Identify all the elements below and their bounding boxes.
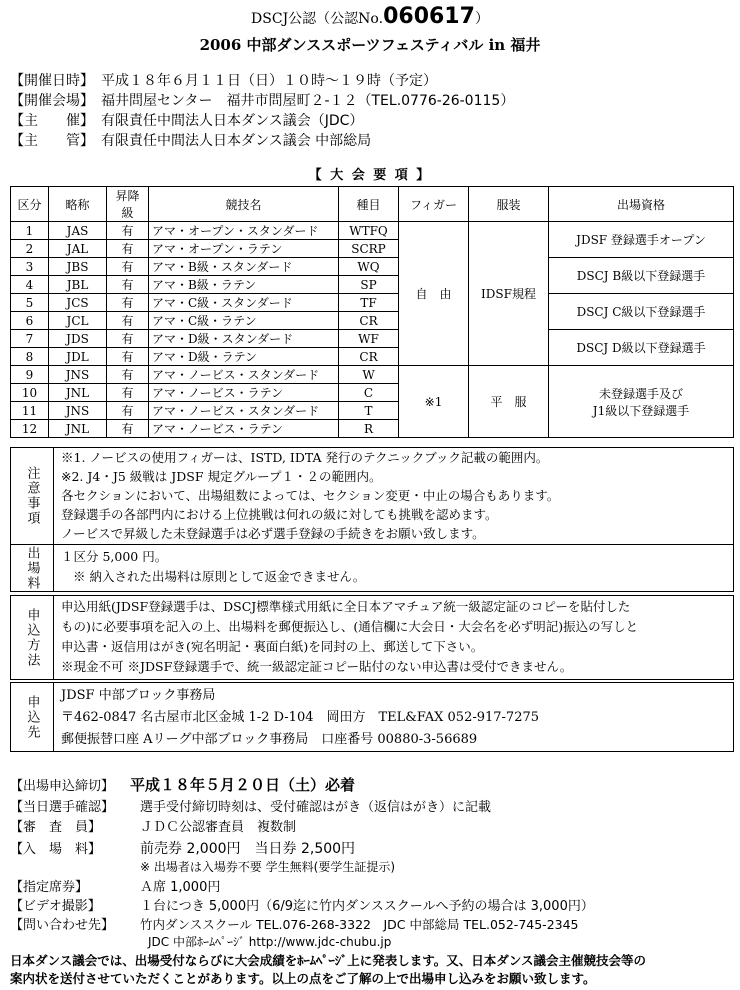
qual-b: DSCJ B級以下登録選手	[549, 258, 734, 294]
info-organizer: 【主 管】 有限責任中間法人日本ダンス議会 中部総局	[10, 133, 372, 149]
note-line: ノービスで昇級した未登録選手は必ず選手登録の手続きをお願い致します。	[61, 526, 485, 541]
qual-c: DSCJ C級以下登録選手	[549, 294, 734, 330]
dest-line: 郵便振替口座 Aリーグ中部ブロック事務局 口座番号 00880-3-56689	[61, 732, 478, 747]
notes-label: 注意事項	[24, 466, 40, 526]
apply-label: 申込方法	[24, 607, 40, 668]
destination-label: 申込先	[24, 694, 40, 740]
cert-prefix: DSCJ公認（公認No.	[251, 11, 384, 27]
checkin-row: 【当日選手確認】 選手受付締切時刻は、受付確認はがき（返信はがき）に記載	[10, 800, 492, 815]
table-row: 3 JBS 有 アマ・B級・スタンダード WQ DSCJ B級以下登録選手	[11, 258, 734, 276]
note-line: ※1. ノービスの使用フィガーは、ISTD, IDTA 発行のテクニックブック記載の範囲内。	[61, 450, 549, 465]
cert-suffix: ）	[474, 11, 489, 27]
admission-row: 【入 場 料】 前売券 2,000円 当日券 2,500円	[10, 841, 356, 857]
table-row: 7 JDS 有 アマ・D級・スタンダード WF DSCJ D級以下登録選手	[11, 330, 734, 348]
contact-row: 【問い合わせ先】 竹内ダンススクール TEL.076-268-3322 JDC 中部総局 TEL.052-745-2345	[10, 917, 579, 933]
deadline-row: 【出場申込締切】 平成１８年５月２０日（土）必着	[10, 776, 356, 794]
table-row: 6 JCL 有 アマ・C級・ラテン CR	[11, 312, 734, 330]
judges-row: 【審 査 員】 ＪＤＣ公認審査員 複数制	[10, 820, 297, 835]
apply-section	[10, 595, 734, 680]
footer-line-1: 日本ダンス議会では、出場受付ならびに大会成績をﾎｰﾑﾍﾟｰｼﾞ上に発表します。又、日本ダンス議会主催競技会等の	[10, 953, 647, 968]
qual-open: JDSF 登録選手オープン	[549, 222, 734, 258]
fee-line: １区分 5,000 円。	[61, 549, 168, 564]
destination-section	[10, 682, 734, 752]
dress-idsf: IDSF規程	[469, 222, 549, 366]
dest-line: JDSF 中部ブロック事務局	[61, 688, 216, 703]
video-row: 【ビデオ撮影】 １台につき 5,000円（6/9迄に竹内ダンススクールへ予約の場合は 3,000円）	[10, 899, 594, 914]
homepage-link[interactable]: JDC 中部ﾎｰﾑﾍﾟｰｼﾞ http://www.jdc-chubu.jp	[148, 935, 392, 949]
table-row: 1 JAS 有 アマ・オープン・スタンダード WTFQ 自 由 IDSF規程 JDSF 登録選手オープン	[11, 222, 734, 240]
apply-line: 申込書・返信用はがき(宛名明記・裏面白紙)を同封の上、郵送して下さい。	[61, 639, 484, 654]
table-row: 10 JNL 有 アマ・ノービス・ラテン C	[11, 384, 734, 402]
table-row: 8 JDL 有 アマ・D級・ラテン CR	[11, 348, 734, 366]
table-row: 12 JNL 有 アマ・ノービス・ラテン R	[11, 420, 734, 438]
note-line: 各セクションにおいて、出場組数によっては、セクション変更・中止の場合もあります。	[61, 488, 560, 503]
info-venue: 【開催会場】 福井問屋センター 福井市問屋町２-１２（TEL.0776-26-0115）	[10, 93, 515, 109]
certification-line	[0, 4, 740, 29]
apply-line: ※現金不可 ※JDSF登録選手で、統一級認定証コピー貼付のない申込書は受付できません。	[61, 659, 573, 674]
event-table	[10, 186, 734, 438]
note-line: 登録選手の各部門内における上位挑戦は何れの級に対しても挑戦を認めます。	[61, 507, 498, 522]
dress-casual: 平 服	[469, 366, 549, 438]
info-host: 【主 催】 有限責任中間法人日本ダンス議会（JDC）	[10, 113, 364, 129]
dest-line: 〒462-0847 名古屋市北区金城 1-2 D-104 岡田方 TEL&FAX 052-917-7275	[61, 710, 540, 725]
figure-note: ※1	[399, 366, 469, 438]
figure-free: 自 由	[399, 222, 469, 366]
reserved-seat-row: 【指定席券】 Ａ席 1,000円	[10, 880, 221, 895]
apply-line: もの)に必要事項を記入の上、出場料を郵便振込し、(通信欄に大会日・大会名を必ず明記)振込の写しと	[61, 619, 639, 634]
info-date: 【開催日時】 平成１８年６月１１日（日）１０時～１９時（予定）	[10, 73, 437, 89]
admission-note: ※ 出場者は入場券不要 学生無料(要学生証提示)	[140, 860, 396, 874]
table-header-row: 区分 略称 昇降級 競技名 種目 フィガー 服装 出場資格	[11, 187, 734, 222]
fee-label: 出場料	[24, 545, 40, 591]
table-row: 5 JCS 有 アマ・C級・スタンダード TF DSCJ C級以下登録選手	[11, 294, 734, 312]
page-title: 2006 中部ダンススポーツフェスティバル in 福井	[199, 36, 541, 54]
note-line: ※2. J4・J5 級戦は JDSF 規定グループ１・２の範囲内。	[61, 469, 382, 484]
qual-d: DSCJ D級以下登録選手	[549, 330, 734, 366]
table-row: 11 JNS 有 アマ・ノービス・スタンダード T	[11, 402, 734, 420]
table-row: 9 JNS 有 アマ・ノービス・スタンダード W ※1 平 服 未登録選手及び J1級以下登録選手	[11, 366, 734, 384]
table-row: 2 JAL 有 アマ・オープン・ラテン SCRP	[11, 240, 734, 258]
notes-section	[10, 447, 734, 545]
apply-line: 申込用紙(JDSF登録選手は、DSCJ標準様式用紙に全日本アマチュア統一級認定証のコピーを貼付した	[61, 599, 631, 614]
fee-line: ※ 納入された出場料は原則として返金できません。	[73, 569, 366, 584]
qual-novice: 未登録選手及び J1級以下登録選手	[549, 366, 734, 438]
cert-number: 060617	[383, 4, 475, 29]
fee-section	[10, 544, 734, 592]
table-row: 4 JBL 有 アマ・B級・ラテン SP	[11, 276, 734, 294]
footer-line-2: 案内状を送付させていただくことがあります。以上の点をご了解の上で出場申し込みをお願い致します。	[10, 971, 596, 986]
table-title: 【 大 会 要 項 】	[308, 168, 432, 183]
